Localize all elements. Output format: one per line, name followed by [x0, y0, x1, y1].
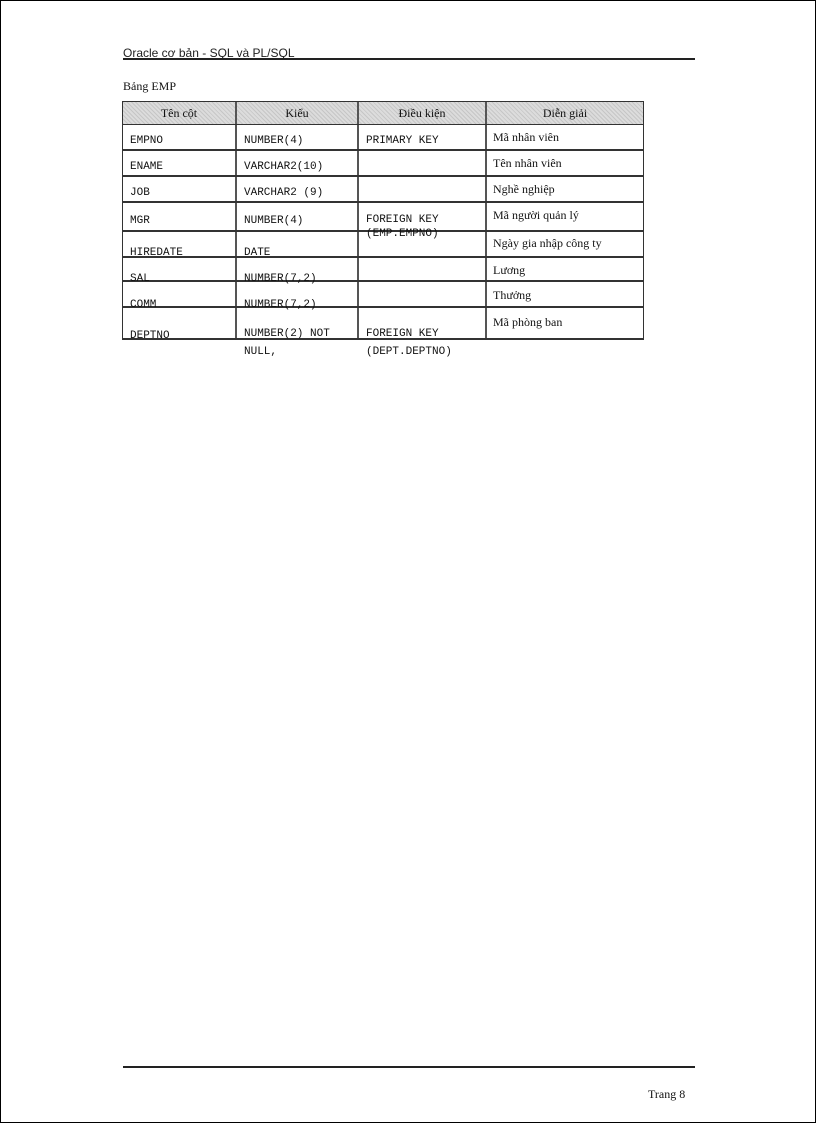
- cell-constraint: PRIMARY KEY: [366, 135, 439, 147]
- table-row: [122, 282, 644, 311]
- cell-description: Mã nhân viên: [493, 130, 559, 144]
- cell-description: Mã phòng ban: [493, 315, 563, 329]
- cell-data-type: NUMBER(2) NOT NULL,: [244, 328, 330, 358]
- page-number: Trang 8: [648, 1087, 686, 1101]
- page-header: Oracle cơ bản - SQL và PL/SQL: [123, 46, 295, 60]
- header-divider: [123, 58, 695, 60]
- column-header-type: Kiểu: [237, 102, 359, 124]
- emp-table: [122, 101, 644, 358]
- table-row: [122, 203, 644, 240]
- cell-description: Thưởng: [493, 288, 532, 302]
- cell-column-name: MGR: [130, 215, 150, 227]
- cell-column-name: EMPNO: [130, 135, 164, 147]
- table-caption: Bảng EMP: [123, 79, 177, 93]
- cell-column-name: ENAME: [130, 161, 164, 173]
- cell-constraint: FOREIGN KEY (DEPT.DEPTNO): [366, 328, 452, 358]
- cell-column-name: COMM: [130, 299, 157, 311]
- cell-column-name: HIREDATE: [130, 247, 183, 259]
- cell-column-name: JOB: [130, 187, 150, 199]
- cell-data-type: DATE: [244, 247, 271, 259]
- cell-data-type: NUMBER(4): [244, 135, 304, 147]
- cell-data-type: NUMBER(7,2): [244, 299, 317, 311]
- cell-description: Lương: [493, 263, 526, 277]
- cell-description: Nghề nghiệp: [493, 182, 555, 196]
- column-header-constraint: Điều kiện: [359, 102, 487, 124]
- table-row: [122, 258, 644, 285]
- table-row: [122, 177, 644, 203]
- cell-constraint: FOREIGN KEY (EMP.EMPNO): [366, 214, 439, 240]
- cell-description: Ngày gia nhập công ty: [493, 236, 602, 250]
- cell-data-type: VARCHAR2(10): [244, 161, 324, 173]
- cell-description: Mã người quản lý: [493, 208, 579, 222]
- table-row: [122, 125, 644, 151]
- table-row: [122, 151, 644, 177]
- cell-column-name: SAL: [130, 273, 150, 285]
- column-header-name: Tên cột: [123, 102, 237, 124]
- column-header-description: Diễn giải: [542, 105, 588, 120]
- cell-data-type: VARCHAR2 (9): [244, 187, 324, 199]
- table-header-row: [122, 101, 644, 125]
- cell-data-type: NUMBER(4): [244, 215, 304, 227]
- cell-column-name: DEPTNO: [130, 330, 170, 342]
- table-row: [122, 308, 644, 358]
- cell-description: Tên nhân viên: [493, 156, 562, 170]
- cell-data-type: NUMBER(7,2): [244, 273, 317, 285]
- footer-divider: [123, 1066, 695, 1068]
